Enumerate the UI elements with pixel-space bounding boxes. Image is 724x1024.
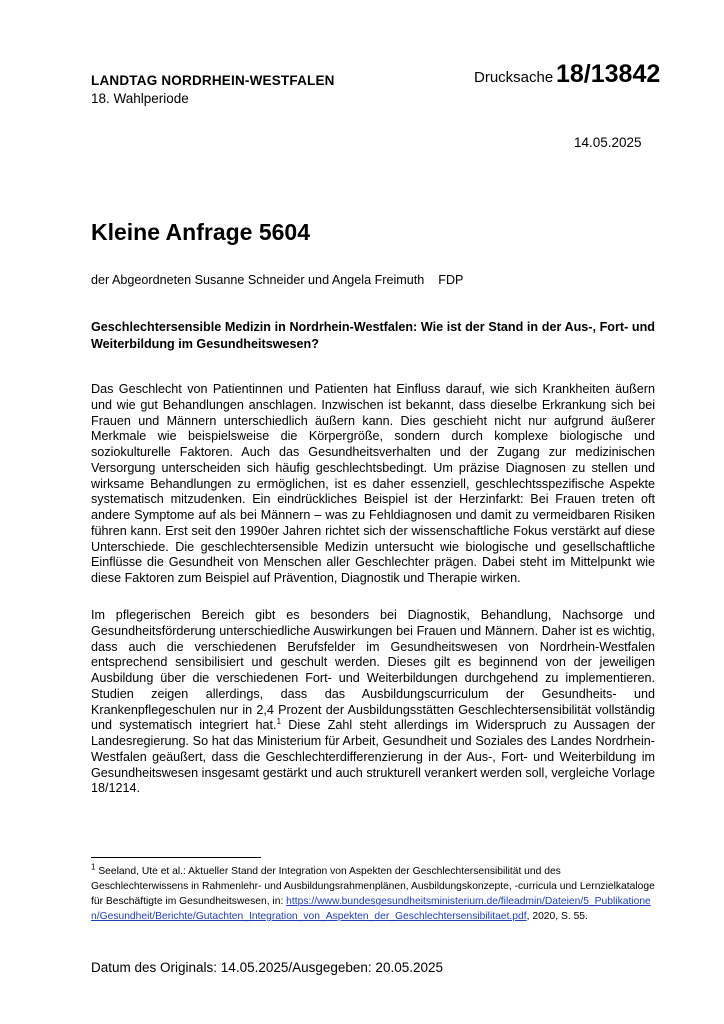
legislative-period: 18. Wahlperiode	[91, 91, 189, 106]
body-paragraph-2	[91, 608, 655, 797]
original-date-footer: Datum des Originals: 14.05.2025/Ausgegeben: 20.05.2025	[91, 960, 444, 975]
organization-name: LANDTAG NORDRHEIN-WESTFALEN	[91, 73, 335, 88]
drucksache-label: Drucksache	[474, 69, 554, 86]
inquiry-subject: Geschlechtersensible Medizin in Nordrhein-Westfalen: Wie ist der Stand in der Aus-, Fort- und Weiterbildung im Gesundheitswesen?	[91, 320, 655, 351]
paragraph-2-text-b: Diese Zahl steht allerdings im Widerspruch zu Aussagen der Landesregierung. So hat das Ministerium für Arbeit, Gesundheit und Soziales des Landes Nordrhein-Westfalen geäußert, dass die Geschlechterdifferenzierung in der Aus-, Fort- und Weiterbildung im Gesundheitswesen insgesamt gestärkt und auch strukturell verankert werden soll, vergleiche Vorlage 18/1214.	[91, 718, 655, 796]
footnote-suffix: , 2020, S. 55.	[526, 911, 588, 922]
footnote-text: Seeland, Ute et al.: Aktueller Stand der Integration von Aspekten der Geschlechtersensibilität und des Geschlechterwissens in Rahmenlehr- und Ausbildungsrahmenplänen, Ausbildungskonzepte, -curricula und Lernzielkataloge für Beschäftigte im Gesundheitswesen, in:	[91, 866, 655, 907]
footnote-number: 1	[91, 862, 96, 872]
footnote-divider	[91, 857, 261, 858]
page-title: Kleine Anfrage 5604	[91, 219, 311, 245]
drucksache-number: 18/13842	[556, 60, 661, 88]
body-paragraph-1: Das Geschlecht von Patientinnen und Patienten hat Einfluss darauf, wie sich Krankheiten äußern und wie gut Behandlungen anschlagen. Inzwischen ist bekannt, dass dieselbe Erkrankung sich bei Frauen und Männern unterschiedlich äußern kann. Dies geschieht nicht nur aufgrund äußerer Merkmale wie beispielsweise die Körpergröße, sondern durch komplexe biologische und soziokulturelle Faktoren. Auch das Gesundheitsverhalten und der Zugang zur medizinischen Versorgung unterscheiden sich häufig geschlechtsbedingt. Um präzise Diagnosen zu stellen und wirksame Behandlungen zu ermöglichen, ist es daher essenziell, geschlechtsspezifische Aspekte systematisch mitzudenken. Ein eindrückliches Beispiel ist der Herzinfarkt: Bei Frauen treten oft andere Symptome auf als bei Männern – was zu Fehldiagnosen und damit zu vermeidbaren Risiken führen kann. Erst seit den 1990er Jahren richtet sich der wissenschaftliche Fokus verstärkt auf diese Unterschiede. Die geschlechtersensible Medizin untersucht wie biologische und gesellschaftliche Einflüsse die Gesundheit von Menschen aller Geschlechter prägen. Dabei steht im Mittelpunkt wie diese Faktoren zum Beispiel auf Prävention, Diagnostik und Therapie wirken.	[91, 382, 655, 585]
authors-line: der Abgeordneten Susanne Schneider und Angela Freimuth FDP	[91, 273, 464, 287]
footnote	[91, 864, 659, 924]
footnote-reference[interactable]: 1	[276, 717, 282, 727]
document-date: 14.05.2025	[574, 135, 642, 150]
footnote-link[interactable]: https://www.bundesgesundheitsministerium.de/fileadmin/Dateien/5_Publikationen/Gesundheit/Berichte/Gutachten_Integration_von_Aspekten_der_Geschlechtersensibilitaet.pdf	[91, 896, 651, 922]
paragraph-2-text-a: Im pflegerischen Bereich gibt es besonders bei Diagnostik, Behandlung, Nachsorge und Gesundheitsförderung unterschiedliche Auswirkungen bei Frauen und Männern. Daher ist es wichtig, dass auch die verschiedenen Berufsfelder im Gesundheitswesen von Nordrhein-Westfalen entsprechend sensibilisiert und geschult werden. Dieses gilt es beginnend von der jeweiligen Ausbildung über die verschiedenen Fort- und Weiterbildungen durchgehend zu implementieren. Studien zeigen allerdings, dass das Ausbildungscurriculum der Gesundheits- und Krankenpflegeschulen nur in 2,4 Prozent der Ausbildungsstätten Geschlechtersensibilität vollständig und systematisch integriert hat.	[91, 608, 655, 733]
